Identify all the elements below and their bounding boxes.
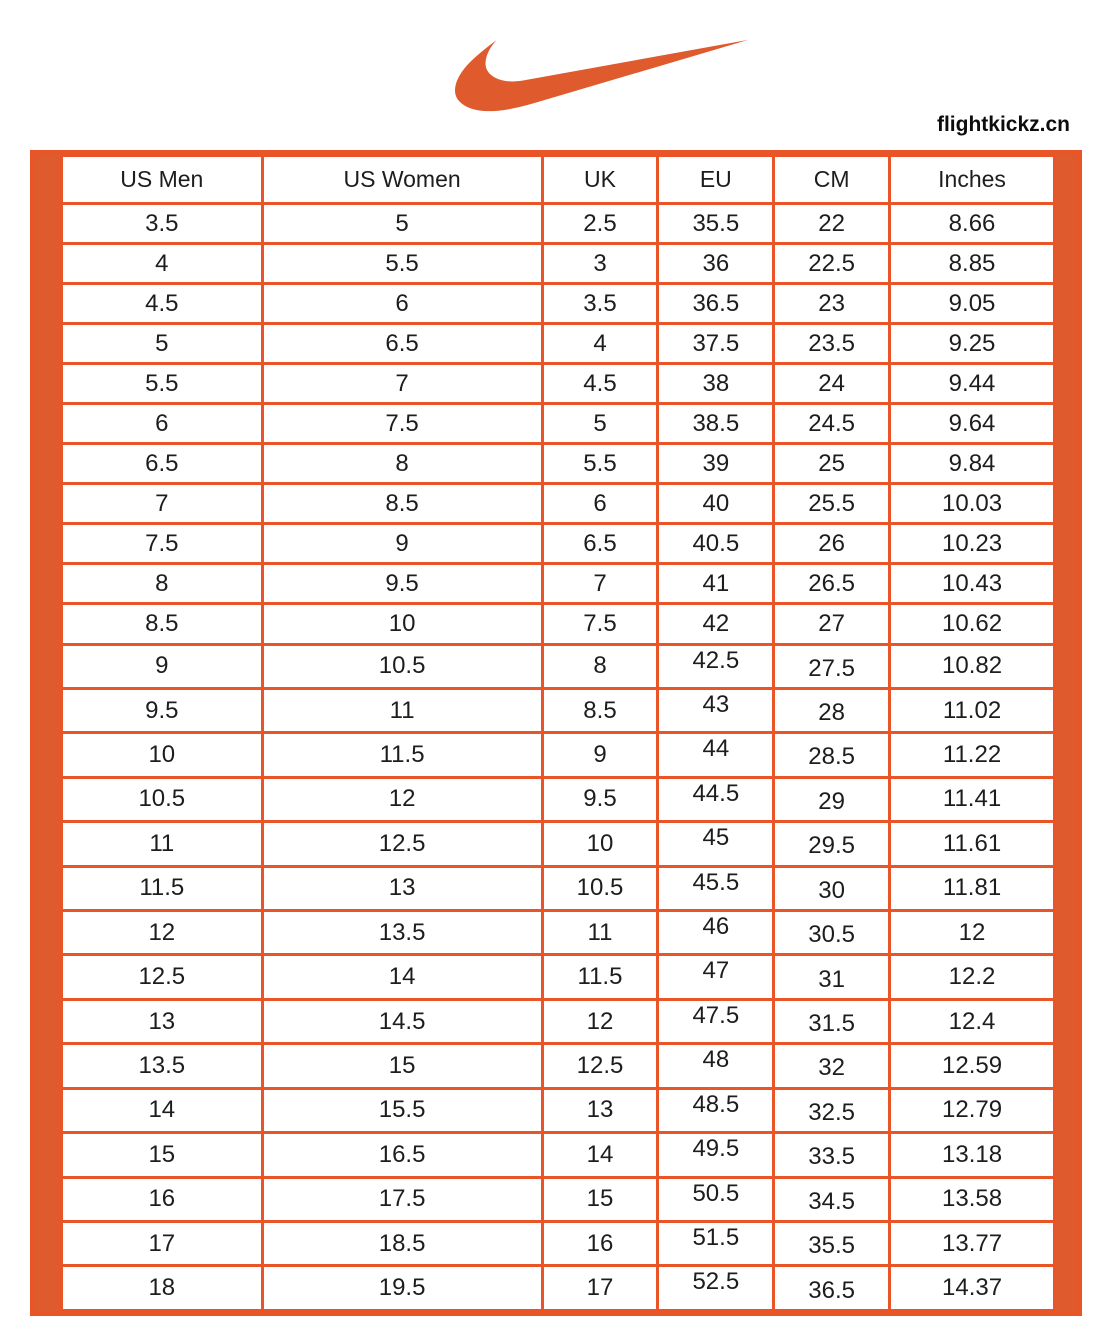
- size-cell: 9.64: [890, 404, 1055, 444]
- column-header-us-women: US Women: [262, 156, 542, 204]
- size-cell: 23.5: [774, 324, 890, 364]
- size-cell: 28: [774, 688, 890, 732]
- size-cell: 8.5: [62, 604, 263, 644]
- size-cell: 7.5: [262, 404, 542, 444]
- size-cell: 12.4: [890, 999, 1055, 1043]
- size-cell: 11: [262, 688, 542, 732]
- size-cell: 11.61: [890, 822, 1055, 866]
- size-cell: 10: [262, 604, 542, 644]
- size-cell: 22.5: [774, 244, 890, 284]
- size-cell: 33.5: [774, 1133, 890, 1177]
- size-cell: 3: [542, 244, 658, 284]
- size-cell: 15: [542, 1177, 658, 1221]
- size-cell: 12: [542, 999, 658, 1043]
- size-cell: 37.5: [658, 324, 774, 364]
- table-row: [62, 244, 1055, 284]
- size-cell: 4: [542, 324, 658, 364]
- size-cell: 16.5: [262, 1133, 542, 1177]
- size-cell: 47: [658, 955, 774, 999]
- size-cell: 6: [62, 404, 263, 444]
- size-cell: 10.5: [262, 644, 542, 688]
- size-cell: 11.22: [890, 733, 1055, 777]
- size-cell: 3.5: [542, 284, 658, 324]
- size-cell: 10.82: [890, 644, 1055, 688]
- size-cell: 49.5: [658, 1133, 774, 1177]
- nike-swoosh-icon: [455, 28, 750, 123]
- size-cell: 48: [658, 1044, 774, 1088]
- size-cell: 25.5: [774, 484, 890, 524]
- size-cell: 18.5: [262, 1222, 542, 1266]
- table-row: [62, 733, 1055, 777]
- column-header-uk: UK: [542, 156, 658, 204]
- size-cell: 7: [542, 564, 658, 604]
- size-cell: 12.5: [262, 822, 542, 866]
- size-cell: 42: [658, 604, 774, 644]
- size-cell: 9: [62, 644, 263, 688]
- size-cell: 5: [62, 324, 263, 364]
- size-cell: 15: [262, 1044, 542, 1088]
- size-cell: 13: [62, 999, 263, 1043]
- table-row: [62, 444, 1055, 484]
- size-cell: 9.84: [890, 444, 1055, 484]
- size-cell: 11.5: [262, 733, 542, 777]
- table-row: [62, 1222, 1055, 1266]
- size-cell: 8: [542, 644, 658, 688]
- table-row: [62, 284, 1055, 324]
- size-cell: 8.85: [890, 244, 1055, 284]
- size-cell: 38.5: [658, 404, 774, 444]
- size-cell: 8: [62, 564, 263, 604]
- size-cell: 24.5: [774, 404, 890, 444]
- size-cell: 11.02: [890, 688, 1055, 732]
- table-row: [62, 777, 1055, 821]
- size-cell: 42.5: [658, 644, 774, 688]
- size-cell: 10.62: [890, 604, 1055, 644]
- table-row: [62, 1177, 1055, 1221]
- size-cell: 48.5: [658, 1088, 774, 1132]
- size-cell: 9.5: [262, 564, 542, 604]
- table-row: [62, 1088, 1055, 1132]
- size-cell: 40: [658, 484, 774, 524]
- size-cell: 13.5: [262, 911, 542, 955]
- size-cell: 13.77: [890, 1222, 1055, 1266]
- size-cell: 43: [658, 688, 774, 732]
- table-row: [62, 564, 1055, 604]
- size-cell: 31.5: [774, 999, 890, 1043]
- size-cell: 38: [658, 364, 774, 404]
- size-cell: 11.81: [890, 866, 1055, 910]
- size-cell: 26: [774, 524, 890, 564]
- size-cell: 26.5: [774, 564, 890, 604]
- size-cell: 8: [262, 444, 542, 484]
- size-cell: 44.5: [658, 777, 774, 821]
- size-cell: 6.5: [542, 524, 658, 564]
- size-cell: 9.05: [890, 284, 1055, 324]
- table-row: [62, 1044, 1055, 1088]
- size-cell: 11.5: [542, 955, 658, 999]
- size-cell: 23: [774, 284, 890, 324]
- column-header-eu: EU: [658, 156, 774, 204]
- size-cell: 31: [774, 955, 890, 999]
- left-accent-bar: [34, 154, 60, 1312]
- size-cell: 14.5: [262, 999, 542, 1043]
- size-cell: 45.5: [658, 866, 774, 910]
- size-cell: 45: [658, 822, 774, 866]
- table-row: [62, 484, 1055, 524]
- size-chart-header-row: [62, 156, 1055, 204]
- size-cell: 32: [774, 1044, 890, 1088]
- size-cell: 12.2: [890, 955, 1055, 999]
- column-header-inches: Inches: [890, 156, 1055, 204]
- size-cell: 12.5: [542, 1044, 658, 1088]
- size-cell: 10.5: [62, 777, 263, 821]
- table-row: [62, 404, 1055, 444]
- size-cell: 7: [262, 364, 542, 404]
- size-cell: 11: [62, 822, 263, 866]
- size-cell: 32.5: [774, 1088, 890, 1132]
- size-cell: 19.5: [262, 1266, 542, 1311]
- size-cell: 6: [542, 484, 658, 524]
- size-cell: 13.18: [890, 1133, 1055, 1177]
- size-cell: 17: [542, 1266, 658, 1311]
- size-cell: 29: [774, 777, 890, 821]
- size-cell: 24: [774, 364, 890, 404]
- size-cell: 50.5: [658, 1177, 774, 1221]
- size-cell: 13: [262, 866, 542, 910]
- size-cell: 6.5: [262, 324, 542, 364]
- size-cell: 52.5: [658, 1266, 774, 1311]
- size-cell: 4: [62, 244, 263, 284]
- size-cell: 7: [62, 484, 263, 524]
- size-cell: 39: [658, 444, 774, 484]
- size-cell: 28.5: [774, 733, 890, 777]
- size-cell: 11.5: [62, 866, 263, 910]
- table-row: [62, 822, 1055, 866]
- site-name: flightkickz.cn: [936, 113, 1070, 136]
- size-cell: 25: [774, 444, 890, 484]
- size-cell: 34.5: [774, 1177, 890, 1221]
- size-cell: 36: [658, 244, 774, 284]
- size-cell: 29.5: [774, 822, 890, 866]
- table-row: [62, 324, 1055, 364]
- size-cell: 13: [542, 1088, 658, 1132]
- size-cell: 9.25: [890, 324, 1055, 364]
- column-header-us-men: US Men: [62, 156, 263, 204]
- size-cell: 41: [658, 564, 774, 604]
- table-row: [62, 204, 1055, 244]
- size-cell: 12.59: [890, 1044, 1055, 1088]
- size-cell: 44: [658, 733, 774, 777]
- size-cell: 5: [262, 204, 542, 244]
- size-cell: 14: [62, 1088, 263, 1132]
- brand-header: [0, 0, 1100, 150]
- size-cell: 35.5: [658, 204, 774, 244]
- size-cell: 8.5: [262, 484, 542, 524]
- size-cell: 30.5: [774, 911, 890, 955]
- size-cell: 46: [658, 911, 774, 955]
- table-row: [62, 955, 1055, 999]
- table-row: [62, 911, 1055, 955]
- size-cell: 5.5: [262, 244, 542, 284]
- size-cell: 27: [774, 604, 890, 644]
- size-cell: 5.5: [542, 444, 658, 484]
- table-row: [62, 1133, 1055, 1177]
- size-cell: 11.41: [890, 777, 1055, 821]
- size-cell: 5: [542, 404, 658, 444]
- table-row: [62, 524, 1055, 564]
- size-cell: 40.5: [658, 524, 774, 564]
- size-cell: 9: [542, 733, 658, 777]
- size-cell: 9.44: [890, 364, 1055, 404]
- size-cell: 6.5: [62, 444, 263, 484]
- right-accent-bar: [1056, 154, 1078, 1312]
- column-header-cm: CM: [774, 156, 890, 204]
- size-cell: 10.03: [890, 484, 1055, 524]
- size-cell: 35.5: [774, 1222, 890, 1266]
- size-cell: 5.5: [62, 364, 263, 404]
- size-cell: 12.5: [62, 955, 263, 999]
- size-cell: 12: [62, 911, 263, 955]
- size-cell: 7.5: [542, 604, 658, 644]
- size-cell: 12: [262, 777, 542, 821]
- size-cell: 47.5: [658, 999, 774, 1043]
- size-cell: 12: [890, 911, 1055, 955]
- table-row: [62, 1266, 1055, 1311]
- size-cell: 17: [62, 1222, 263, 1266]
- size-cell: 10.23: [890, 524, 1055, 564]
- table-row: [62, 688, 1055, 732]
- size-chart-body: [62, 204, 1055, 1311]
- size-cell: 8.5: [542, 688, 658, 732]
- size-cell: 11: [542, 911, 658, 955]
- size-cell: 10: [542, 822, 658, 866]
- size-cell: 4.5: [62, 284, 263, 324]
- size-cell: 22: [774, 204, 890, 244]
- size-cell: 9.5: [62, 688, 263, 732]
- size-cell: 13.58: [890, 1177, 1055, 1221]
- size-cell: 13.5: [62, 1044, 263, 1088]
- size-cell: 14: [542, 1133, 658, 1177]
- size-cell: 30: [774, 866, 890, 910]
- size-cell: 15: [62, 1133, 263, 1177]
- size-cell: 3.5: [62, 204, 263, 244]
- size-cell: 14: [262, 955, 542, 999]
- size-cell: 4.5: [542, 364, 658, 404]
- size-cell: 16: [542, 1222, 658, 1266]
- size-cell: 10: [62, 733, 263, 777]
- size-cell: 10.43: [890, 564, 1055, 604]
- size-cell: 6: [262, 284, 542, 324]
- size-cell: 18: [62, 1266, 263, 1311]
- table-row: [62, 364, 1055, 404]
- table-row: [62, 999, 1055, 1043]
- size-cell: 51.5: [658, 1222, 774, 1266]
- table-row: [62, 644, 1055, 688]
- size-cell: 7.5: [62, 524, 263, 564]
- table-row: [62, 866, 1055, 910]
- size-cell: 9: [262, 524, 542, 564]
- size-cell: 10.5: [542, 866, 658, 910]
- size-cell: 9.5: [542, 777, 658, 821]
- size-cell: 16: [62, 1177, 263, 1221]
- size-cell: 2.5: [542, 204, 658, 244]
- size-cell: 36.5: [658, 284, 774, 324]
- size-cell: 17.5: [262, 1177, 542, 1221]
- size-cell: 27.5: [774, 644, 890, 688]
- size-chart-table: [60, 154, 1056, 1312]
- size-chart-frame: [30, 150, 1082, 1316]
- size-cell: 8.66: [890, 204, 1055, 244]
- size-cell: 36.5: [774, 1266, 890, 1311]
- size-cell: 15.5: [262, 1088, 542, 1132]
- size-cell: 14.37: [890, 1266, 1055, 1311]
- size-cell: 12.79: [890, 1088, 1055, 1132]
- table-row: [62, 604, 1055, 644]
